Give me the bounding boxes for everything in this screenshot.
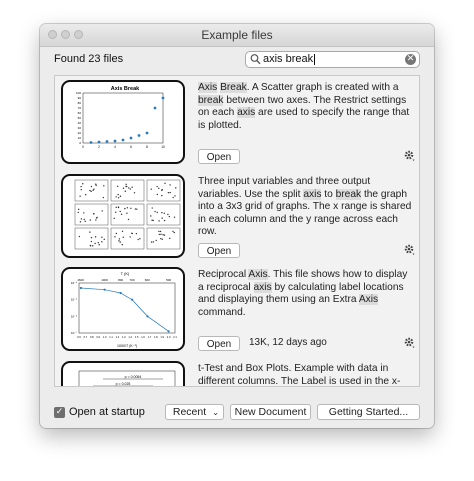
panel-point xyxy=(127,207,128,208)
panel-point xyxy=(91,241,92,242)
open-button[interactable]: Open xyxy=(198,149,240,164)
data-point xyxy=(106,140,109,143)
panel-point xyxy=(172,197,173,198)
panel-point xyxy=(137,239,138,240)
data-point xyxy=(90,141,93,144)
panel-point xyxy=(80,186,81,187)
panel-point xyxy=(91,191,92,192)
panel-point xyxy=(151,188,152,189)
panel-point xyxy=(90,219,91,220)
panel-point xyxy=(175,187,176,188)
panel-point xyxy=(132,233,133,234)
y-tick-label: 10 xyxy=(77,136,81,140)
search-match-highlight: axis xyxy=(237,107,256,118)
panel-point xyxy=(85,221,86,222)
panel-point xyxy=(93,188,94,189)
example-thumbnail xyxy=(61,174,185,258)
search-match-highlight: Break xyxy=(220,82,247,93)
description-text: Three input variables and three output variables. Use the split xyxy=(198,176,371,200)
panel-point xyxy=(126,213,127,214)
panel-point xyxy=(84,219,85,220)
panel-point xyxy=(79,195,80,196)
search-match-highlight: axis xyxy=(253,281,272,293)
panel-point xyxy=(121,214,122,215)
clear-search-icon[interactable]: ✕ xyxy=(406,54,415,64)
grid-panel xyxy=(147,180,180,201)
panel-point xyxy=(168,192,169,193)
top-tick-label: 1000 xyxy=(101,278,108,282)
top-tick-label: 700 xyxy=(129,278,135,282)
gear-icon[interactable] xyxy=(403,149,417,163)
window-title: Example files xyxy=(201,28,273,42)
list-item[interactable] xyxy=(55,264,419,356)
panel-point xyxy=(77,212,78,213)
grid-panel xyxy=(147,204,180,225)
panel-point xyxy=(103,197,104,198)
x-tick-label: 1.9 xyxy=(160,336,165,339)
description-text: t-Test and Box Plots. Example with data in different columns. The Label is used in the x- xyxy=(198,363,401,387)
panel-point xyxy=(81,189,82,190)
panel-point xyxy=(116,207,117,208)
panel-point xyxy=(119,238,120,239)
panel-point xyxy=(115,212,116,213)
panel-point xyxy=(81,218,82,219)
panel-point xyxy=(156,240,157,241)
panel-point xyxy=(89,231,90,232)
panel-point xyxy=(78,209,79,210)
panel-point xyxy=(130,188,131,189)
box-plot-chart xyxy=(63,363,183,387)
y-tick-label: 0 xyxy=(79,141,81,145)
description-text: . A Scatter graph is created with a xyxy=(246,82,399,93)
panel-point xyxy=(164,234,165,235)
panel-point xyxy=(169,216,170,217)
data-point xyxy=(114,140,117,143)
data-point xyxy=(120,292,122,294)
panel-point xyxy=(101,241,102,242)
panel-point xyxy=(95,185,96,186)
description-text: . This file shows how to display a reciprocal xyxy=(198,269,408,293)
example-files-window xyxy=(40,24,434,428)
panel-point xyxy=(136,233,137,234)
data-point xyxy=(146,132,149,135)
panel-point xyxy=(92,190,93,191)
description-text: by calculating label locations and displaying them using an Extra xyxy=(198,281,404,305)
split-axis-grid-chart xyxy=(63,176,183,256)
y-tick-label: 10⁻⁴ xyxy=(70,281,77,285)
y-tick-label: 20 xyxy=(77,131,81,135)
panel-point xyxy=(159,234,160,235)
top-tick-label: 600 xyxy=(144,278,150,282)
grid-panel xyxy=(147,228,180,249)
svg-text:T (K): T (K) xyxy=(120,271,130,276)
list-item[interactable] xyxy=(55,77,419,169)
panel-point xyxy=(95,183,96,184)
example-thumbnail xyxy=(61,361,185,387)
panel-point xyxy=(136,208,137,209)
panel-point xyxy=(158,231,159,232)
search-match-highlight: axis xyxy=(303,188,322,200)
search-match-highlight: Axis xyxy=(198,82,218,93)
panel-point xyxy=(160,234,161,235)
x-tick-label: 1.7 xyxy=(147,336,152,339)
example-thumbnail xyxy=(61,267,185,351)
panel-point xyxy=(131,187,132,188)
panel-point xyxy=(123,188,124,189)
panel-point xyxy=(82,183,83,184)
panel-point xyxy=(120,241,121,242)
x-tick-label: 6 xyxy=(130,145,132,149)
y-tick-label: 90 xyxy=(77,96,81,100)
y-tick-label: 60 xyxy=(77,111,81,115)
recent-popup-button[interactable] xyxy=(165,404,224,420)
panel-point xyxy=(118,240,119,241)
panel-point xyxy=(153,220,154,221)
panel-point xyxy=(120,211,121,212)
bottom-bar xyxy=(40,396,434,428)
panel-point xyxy=(157,194,158,195)
panel-point xyxy=(92,245,93,246)
panel-point xyxy=(161,195,162,196)
description-text: the graph into a 3x3 grid of graphs. The x range is shared in each column and the y range across each row. xyxy=(198,188,412,237)
chevron-down-icon: ⌄ xyxy=(212,408,219,417)
panel-point xyxy=(90,245,91,246)
x-tick-label: 10 xyxy=(161,145,165,149)
panel-point xyxy=(95,236,96,237)
panel-point xyxy=(172,231,173,232)
panel-point xyxy=(162,239,163,240)
panel-point xyxy=(158,220,159,221)
panel-point xyxy=(122,244,123,245)
panel-point xyxy=(117,186,118,187)
panel-point xyxy=(153,241,154,242)
panel-point xyxy=(96,217,97,218)
list-item[interactable] xyxy=(55,358,419,387)
top-tick-label: 500 xyxy=(166,278,172,282)
panel-point xyxy=(118,206,119,207)
panel-point xyxy=(135,208,136,209)
data-point xyxy=(104,289,106,291)
panel-point xyxy=(95,219,96,220)
y-tick-label: 30 xyxy=(77,126,81,130)
example-description xyxy=(198,176,413,239)
search-match-highlight: Axis xyxy=(358,294,379,305)
data-point xyxy=(131,299,133,301)
panel-point xyxy=(161,212,162,213)
panel-point xyxy=(151,220,152,221)
panel-point xyxy=(89,190,90,191)
y-tick-label: 80 xyxy=(77,101,81,105)
y-tick-label: 50 xyxy=(77,116,81,120)
panel-point xyxy=(174,232,175,233)
open-button[interactable]: Open xyxy=(198,336,240,351)
data-point xyxy=(130,137,133,140)
panel-point xyxy=(160,231,161,232)
x-tick-label: 8 xyxy=(146,145,148,149)
results-list[interactable] xyxy=(54,75,420,387)
y-tick-label: 10⁻⁷ xyxy=(70,331,77,335)
panel-point xyxy=(167,214,168,215)
x-tick-label: 1.2 xyxy=(115,336,120,339)
example-description xyxy=(198,363,413,387)
x-tick-label: 2 xyxy=(98,145,100,149)
recent-label: Recent xyxy=(172,406,207,418)
data-point xyxy=(154,107,157,110)
panel-point xyxy=(154,211,155,212)
list-item[interactable] xyxy=(55,171,419,263)
open-at-startup-checkbox[interactable]: ✓ xyxy=(55,407,64,417)
panel-point xyxy=(169,238,170,239)
x-tick-label: 0.7 xyxy=(83,336,88,339)
data-point xyxy=(146,315,148,317)
panel-point xyxy=(128,187,129,188)
panel-point xyxy=(125,191,126,192)
example-thumbnail xyxy=(61,80,185,164)
panel-point xyxy=(157,212,158,213)
example-description xyxy=(198,82,413,132)
x-tick-label: 1.6 xyxy=(141,336,145,339)
panel-point xyxy=(83,212,84,213)
panel-point xyxy=(130,208,131,209)
panel-point xyxy=(123,237,124,238)
description-text: to xyxy=(321,188,336,200)
p-value-label-b: p = 0.025 xyxy=(115,382,131,386)
data-point xyxy=(80,287,82,289)
gear-icon[interactable] xyxy=(403,243,417,257)
y-tick-label: 10⁻⁶ xyxy=(70,314,77,319)
search-match-highlight: break xyxy=(198,94,224,106)
panel-point xyxy=(91,186,92,187)
p-value-label-a: p = 0.0054 xyxy=(124,375,142,379)
data-point xyxy=(98,141,101,144)
panel-point xyxy=(120,196,121,197)
search-icon xyxy=(250,53,261,66)
data-point xyxy=(168,330,170,332)
svg-text:1000/T (K⁻¹): 1000/T (K⁻¹) xyxy=(116,344,138,348)
panel-point xyxy=(79,236,80,237)
grid-panel xyxy=(111,228,144,249)
y-tick-label: 40 xyxy=(77,121,81,125)
panel-point xyxy=(101,210,102,211)
x-tick-label: 1.8 xyxy=(153,336,158,339)
file-size-date: 13K, 12 days ago xyxy=(249,337,327,348)
panel-point xyxy=(91,237,92,238)
panel-point xyxy=(117,194,118,195)
axis-break-chart xyxy=(63,82,183,162)
panel-point xyxy=(85,194,86,195)
description-text: between two axes. The Restrict settings on each xyxy=(198,94,407,118)
example-description xyxy=(198,269,413,319)
panel-point xyxy=(93,213,94,214)
x-tick-label: 0 xyxy=(82,145,84,149)
panel-point xyxy=(80,221,81,222)
open-at-startup-label[interactable]: Open at startup xyxy=(69,406,145,418)
x-tick-label: 1.4 xyxy=(128,336,133,339)
panel-point xyxy=(99,244,100,245)
panel-point xyxy=(160,238,161,239)
found-count-label: Found 23 files xyxy=(54,53,124,65)
top-tick-label: 800 xyxy=(118,278,124,282)
title-bar xyxy=(40,24,434,47)
search-match-highlight: break xyxy=(335,188,362,200)
gear-icon[interactable] xyxy=(403,336,417,350)
text-caret xyxy=(314,54,315,65)
open-button[interactable]: Open xyxy=(198,243,240,258)
top-tick-label: 1600 xyxy=(77,278,84,282)
reciprocal-axis-chart xyxy=(63,269,183,349)
x-tick-label: 4 xyxy=(114,145,116,149)
panel-point xyxy=(161,217,162,218)
panel-point xyxy=(162,234,163,235)
panel-point xyxy=(164,213,165,214)
description-text: command. xyxy=(198,306,246,318)
panel-point xyxy=(164,220,165,221)
panel-point xyxy=(116,233,117,234)
y-tick-label: 70 xyxy=(77,106,81,110)
panel-point xyxy=(94,243,95,244)
panel-point xyxy=(103,185,104,186)
panel-point xyxy=(156,186,157,187)
y-tick-label: 100 xyxy=(75,91,81,95)
panel-point xyxy=(118,197,119,198)
panel-point xyxy=(174,195,175,196)
x-tick-label: 0.9 xyxy=(96,336,101,339)
panel-point xyxy=(139,238,140,239)
panel-point xyxy=(164,183,165,184)
panel-point xyxy=(98,242,99,243)
panel-point xyxy=(125,184,126,185)
panel-point xyxy=(150,215,151,216)
data-point xyxy=(162,97,165,100)
data-point xyxy=(122,139,125,142)
x-tick-label: 1.5 xyxy=(134,336,139,339)
panel-point xyxy=(114,236,115,237)
panel-point xyxy=(124,208,125,209)
grid-panel xyxy=(111,180,144,201)
new-document-button[interactable]: New Document xyxy=(230,404,311,420)
panel-point xyxy=(169,192,170,193)
x-tick-label: 2.0 xyxy=(166,336,171,339)
svg-text:Axis Break: Axis Break xyxy=(110,86,140,92)
grid-panel xyxy=(75,228,108,249)
panel-point xyxy=(114,218,115,219)
panel-point xyxy=(152,207,153,208)
x-tick-label: 1.3 xyxy=(121,336,126,339)
getting-started-button[interactable]: Getting Started... xyxy=(317,404,420,420)
data-point xyxy=(138,134,141,137)
panel-point xyxy=(161,189,162,190)
y-tick-label: 10⁻⁵ xyxy=(70,297,77,302)
search-input[interactable]: axis break xyxy=(263,53,314,65)
panel-point xyxy=(151,241,152,242)
panel-point xyxy=(129,236,130,237)
panel-point xyxy=(122,231,123,232)
description-text: are used to specify the range that is plotted. xyxy=(198,107,410,131)
search-match-highlight: Axis xyxy=(248,269,268,280)
x-tick-label: 1.0 xyxy=(102,336,107,339)
x-tick-label: 0.6 xyxy=(77,336,81,339)
panel-point xyxy=(126,186,127,187)
search-field[interactable] xyxy=(245,51,420,68)
panel-point xyxy=(174,216,175,217)
panel-point xyxy=(169,184,170,185)
x-tick-label: 1.1 xyxy=(109,336,113,339)
panel-point xyxy=(134,192,135,193)
x-tick-label: 0.8 xyxy=(89,336,94,339)
panel-point xyxy=(158,188,159,189)
panel-point xyxy=(115,196,116,197)
panel-point xyxy=(101,237,102,238)
x-tick-label: 2.1 xyxy=(173,336,177,339)
panel-point xyxy=(104,239,105,240)
panel-point xyxy=(128,219,129,220)
description-text: Reciprocal xyxy=(198,269,249,280)
